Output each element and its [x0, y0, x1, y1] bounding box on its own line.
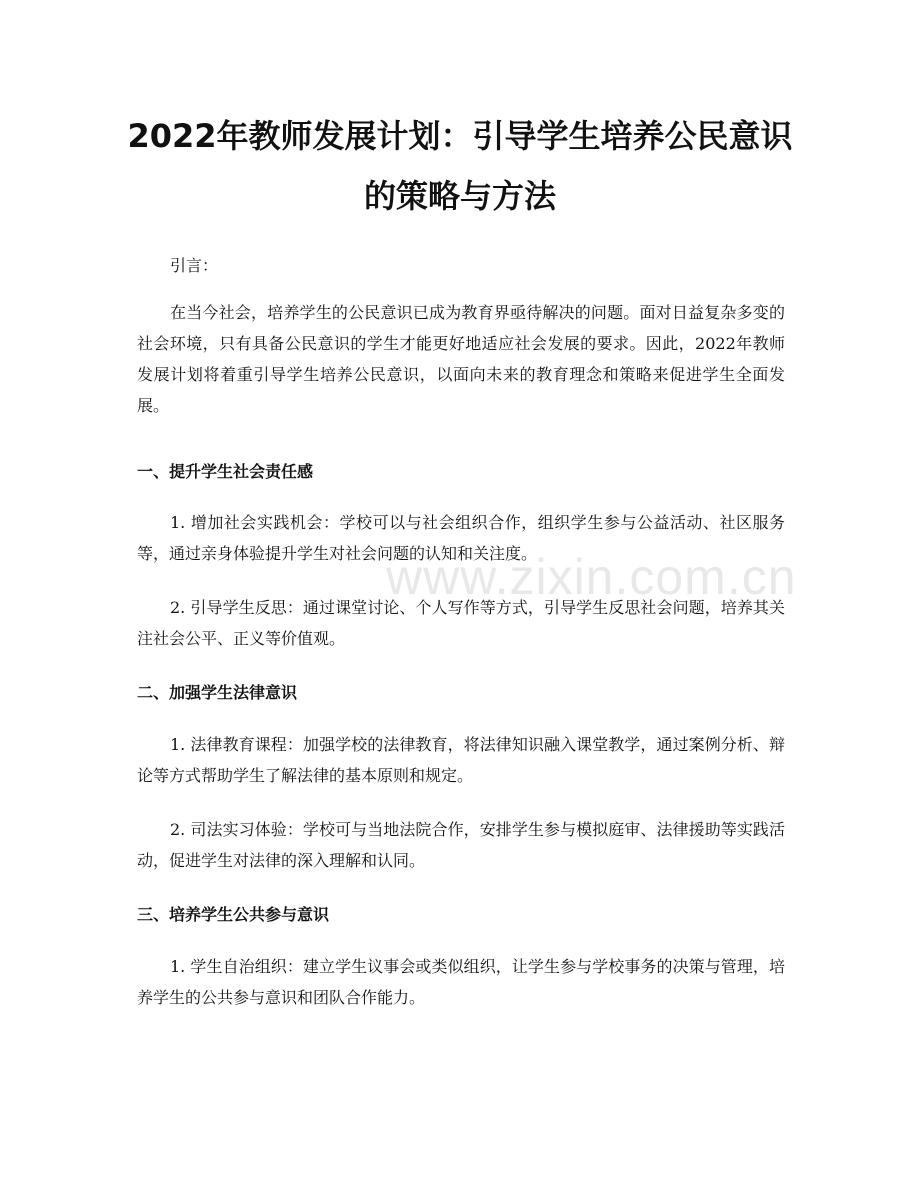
document-title: 2022年教师发展计划：引导学生培养公民意识的策略与方法 — [127, 117, 793, 215]
section-1-item-1: 1. 增加社会实践机会：学校可以与社会组织合作，组织学生参与公益活动、社区服务等，通过亲身体验提升学生对社会问题的认知和关注度。 — [137, 513, 785, 563]
section-2-item-2: 2. 司法实习体验：学校可与当地法院合作，安排学生参与模拟庭审、法律援助等实践活动，促进学生对法律的深入理解和认同。 — [137, 820, 785, 870]
watermark: www.zixin.com.cn — [386, 549, 797, 605]
intro-label: 引言： — [170, 256, 219, 275]
section-3-item-1: 1. 学生自治组织：建立学生议事会或类似组织，让学生参与学校事务的决策与管理，培养学生的公共参与意识和团队合作能力。 — [137, 957, 785, 1007]
section-2-heading: 二、加强学生法律意识 — [137, 683, 298, 702]
section-2-item-1: 1. 法律教育课程：加强学校的法律教育，将法律知识融入课堂教学，通过案例分析、辩论等方式帮助学生了解法律的基本原则和规定。 — [137, 735, 785, 785]
intro-paragraph: 在当今社会，培养学生的公民意识已成为教育界亟待解决的问题。面对日益复杂多变的社会环境，只有具备公民意识的学生才能更好地适应社会发展的要求。因此，2022年教师发展计划将着重引导学生培养公民意识，以面向未来的教育理念和策略来促进学生全面发展。 — [137, 303, 785, 415]
section-3-heading: 三、培养学生公共参与意识 — [137, 905, 330, 924]
section-1-heading: 一、提升学生社会责任感 — [137, 462, 314, 481]
section-1-item-2: 2. 引导学生反思：通过课堂讨论、个人写作等方式，引导学生反思社会问题，培养其关注社会公平、正义等价值观。 — [137, 598, 785, 648]
